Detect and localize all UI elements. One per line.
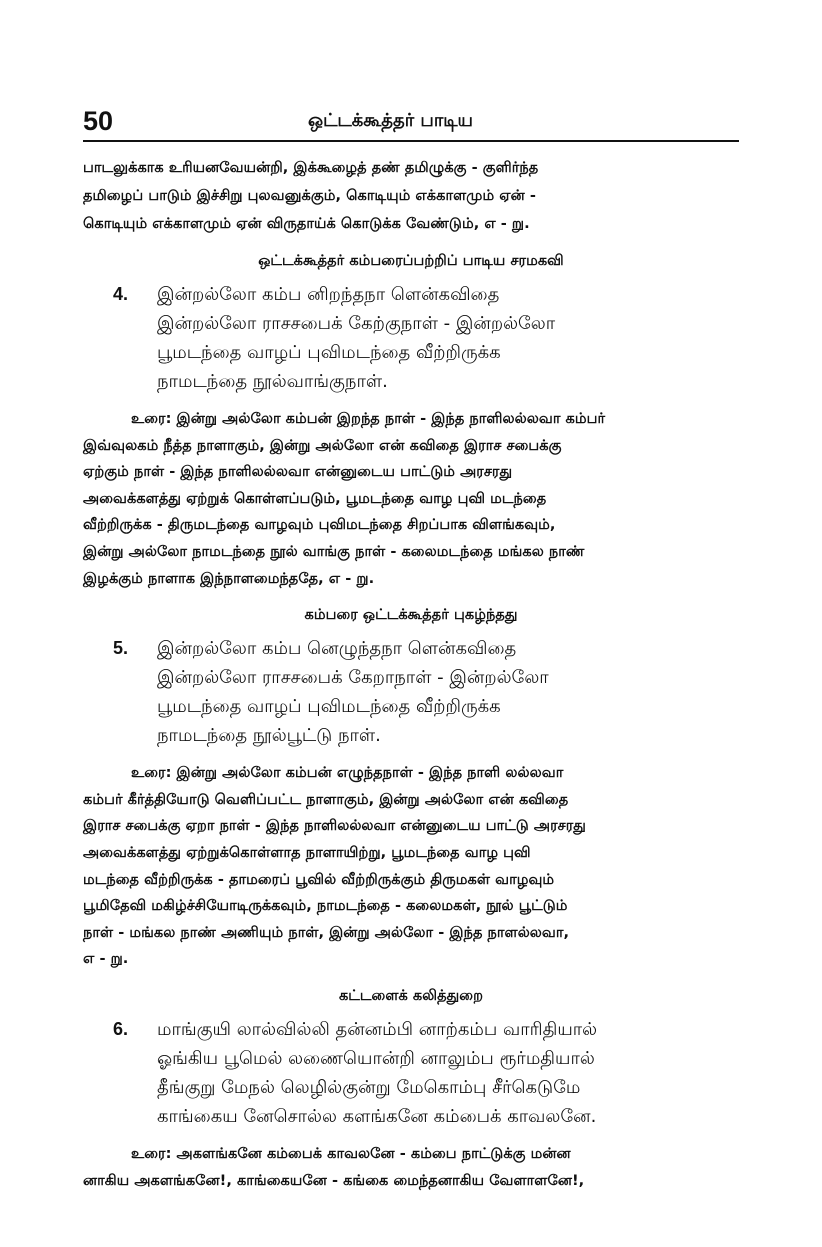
verse-number: 6. [113, 1018, 129, 1039]
verse-lines [157, 1015, 739, 1131]
prose-line: கொடியும் எக்காளமும் ஏன் விருதாய்க் கொடுக்க வேண்டும், எ - று. [83, 215, 530, 232]
commentary [83, 760, 739, 973]
verse-number: 5. [113, 638, 129, 659]
verse-lines [157, 634, 739, 750]
commentary-line: இன்று அல்லோ நாமடந்தை நூல் வாங்கு நாள் - கலைமடந்தை மங்கல நாண் [83, 542, 585, 560]
verse-lines [157, 280, 739, 396]
verse-block [83, 280, 739, 396]
verse-line: ஓங்கிய பூமெல் லணையொன்றி னாலும்ப ரூர்மதியால் [157, 1047, 595, 1069]
section-verse-5 [83, 602, 739, 973]
commentary-line: எ - று. [83, 950, 129, 968]
section-verse-4 [83, 248, 739, 592]
commentary-line: மடந்தை வீற்றிருக்க - தாமரைப் பூவில் வீற்றிருக்கும் திருமகள் வாழவும் [83, 870, 555, 888]
section-heading: கம்பரை ஒட்டக்கூத்தர் புகழ்ந்தது [304, 606, 518, 624]
verse-line: இன்றல்லோ ராசசபைக் கேறாநாள் - இன்றல்லோ [157, 667, 549, 689]
page-number: 50 [83, 106, 114, 136]
commentary [83, 406, 739, 592]
commentary-line: இவ்வுலகம் நீத்த நாளாகும், இன்று அல்லோ என் கவிதை இராச சபைக்கு [83, 436, 562, 454]
commentary-line: உரை: அகளங்கனே கம்பைக் காவலனே - கம்பை நாட்டுக்கு மன்ன [131, 1144, 571, 1162]
running-head: ஒட்டக்கூத்தர் பாடிய [308, 110, 473, 131]
section-heading: ஒட்டக்கூத்தர் கம்பரைப்பற்றிப் பாடிய சரமகவி [258, 252, 564, 269]
verse-line: இன்றல்லோ கம்ப னிறந்தநா ளென்கவிதை [157, 284, 500, 305]
commentary-line: நாள் - மங்கல நாண் அணியும் நாள், இன்று அல்லோ - இந்த நாளல்லவா, [83, 923, 570, 941]
verse-line: நாமடந்தை நூல்வாங்குநாள். [157, 371, 388, 392]
verse-line: மாங்குயி லால்வில்லி தன்னம்பி னாற்கம்ப வாரிதியால் [157, 1018, 598, 1040]
opening-prose [83, 154, 739, 238]
commentary-line: வீற்றிருக்க - திருமடந்தை வாழவும் புவிமடந்தை சிறப்பாக விளங்கவும், [83, 516, 556, 534]
commentary-line: பூமிதேவி மகிழ்ச்சியோடிருக்கவும், நாமடந்தை - கலைமகள், நூல் பூட்டும் [83, 897, 568, 915]
commentary-line: அவைக்களத்து ஏற்றுக்கொள்ளாத நாளாயிற்று, பூமடந்தை வாழ புவி [83, 843, 531, 861]
commentary-line: னாகிய அகளங்கனே!, காங்கையனே - கங்கை மைந்தனாகிய வேளாளனே!, [83, 1171, 585, 1189]
verse-block [83, 1015, 739, 1131]
page-header [83, 100, 739, 142]
commentary-line: உரை: இன்று அல்லோ கம்பன் எழுந்தநாள் - இந்த நாளி லல்லவா [131, 764, 564, 782]
verse-block [83, 634, 739, 750]
prose-line: பாடலுக்காக உரியனவேயன்றி, இக்கூழைத் தண் தமிழுக்கு - குளிர்ந்த [83, 159, 539, 176]
commentary-line: அவைக்களத்து ஏற்றுக் கொள்ளப்படும், பூமடந்தை வாழ புவி மடந்தை [83, 489, 547, 507]
verse-line: தீங்குறு மேநல் லெழில்குன்று மேகொம்பு சீர்கெடுமே [157, 1076, 581, 1098]
verse-line: பூமடந்தை வாழப் புவிமடந்தை வீற்றிருக்க [157, 696, 501, 718]
verse-line: இன்றல்லோ கம்ப னெழுந்தநா ளென்கவிதை [157, 638, 517, 660]
section-heading: கட்டளைக் கலித்துறை [338, 986, 484, 1004]
commentary [83, 1141, 739, 1194]
commentary-line: இராச சபைக்கு ஏறா நாள் - இந்த நாளிலல்லவா என்னுடைய பாட்டு அரசரது [83, 817, 586, 835]
commentary-line: கம்பர் கீர்த்தியோடு வெளிப்பட்ட நாளாகும், இன்று அல்லோ என் கவிதை [83, 790, 569, 808]
verse-line: பூமடந்தை வாழப் புவிமடந்தை வீற்றிருக்க [157, 342, 501, 363]
verse-line: நாமடந்தை நூல்பூட்டு நாள். [157, 725, 381, 747]
section-verse-6 [83, 983, 739, 1194]
commentary-line: இழக்கும் நாளாக இந்நாளமைந்ததே, எ - று. [83, 569, 375, 587]
commentary-line: ஏற்கும் நாள் - இந்த நாளிலல்லவா என்னுடைய பாட்டும் அரசரது [83, 463, 513, 481]
book-page [83, 100, 739, 1194]
verse-number: 4. [113, 284, 129, 304]
commentary-line: உரை: இன்று அல்லோ கம்பன் இறந்த நாள் - இந்த நாளிலல்லவா கம்பர் [131, 410, 606, 427]
prose-line: தமிழைப் பாடும் இச்சிறு புலவனுக்கும், கொடியும் எக்காளமும் ஏன் - [83, 187, 536, 204]
verse-line: இன்றல்லோ ராசசபைக் கேற்குநாள் - இன்றல்லோ [157, 313, 556, 334]
verse-line: காங்கைய னேசொல்ல களங்கனே கம்பைக் காவலனே. [157, 1105, 597, 1127]
